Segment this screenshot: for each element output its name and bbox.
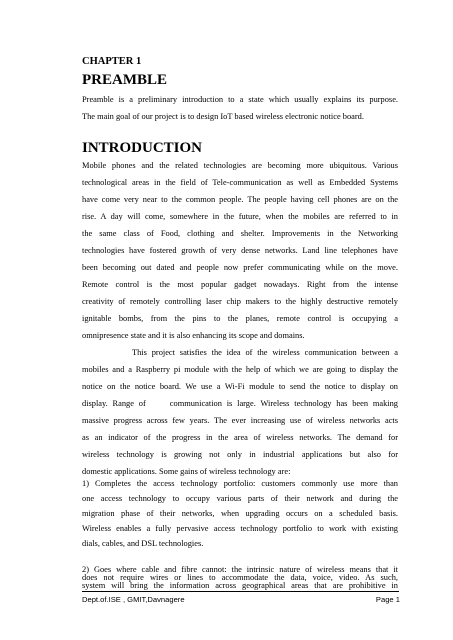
introduction-line: ignitable bombs, from the pins to the planes, remote control is occupying a (82, 314, 398, 323)
introduction-line: mobiles and a Raspberry pi module with the help of which we are going to display the (82, 365, 398, 374)
introduction-line: omnipresence state and it is also enhancing its scope and domains. (82, 331, 305, 340)
introduction-line: notice on the notice board. We use a Wi-Fi module to send the notice to display on (82, 382, 398, 391)
introduction-line: wireless technology is growing not only in industrial applications but also for (82, 450, 398, 459)
introduction-line: 1) Completes the access technology portfolio: customers commonly use more than (82, 479, 398, 488)
introduction-line: This project satisfies the idea of the wireless communication between a (132, 348, 398, 357)
introduction-line: been becoming out dated and people now prefer communicating while on the move. (82, 263, 398, 272)
introduction-line: have come very near to the common people. The people having cell phones are on the (82, 195, 398, 204)
footer-page-number: Page 1 (375, 595, 400, 604)
introduction-line: dials, cables, and DSL technologies. (82, 539, 204, 548)
introduction-line: massive progress across few years. The ever increasing use of wireless networks acts (82, 416, 398, 425)
introduction-line: technological areas in the field of Tele-communication as well as Embedded Systems (82, 178, 398, 187)
chapter-label: CHAPTER 1 (82, 56, 142, 67)
introduction-line: creativity of remotely controlling laser chip makers to the highly destructive remotely (82, 297, 398, 306)
introduction-line: does not require wires or lines to accommodate the data, voice, video. As such, (82, 574, 398, 582)
introduction-heading: INTRODUCTION (82, 140, 203, 156)
footer-department: Dept.of.ISE , GMIT,Davnagere (82, 595, 185, 604)
preamble-heading: PREAMBLE (82, 72, 168, 88)
introduction-line: rise. A day will come, somewhere in the future, when the mobiles are referred to in (82, 212, 398, 221)
introduction-line: the same class of Food, clothing and shelter. Improvements in the Networking (82, 229, 398, 238)
introduction-line: domestic applications. Some gains of wireless technology are: (82, 467, 291, 476)
preamble-line: Preamble is a preliminary introduction to a state which usually explains its purpose. (82, 95, 398, 104)
introduction-line: Remote control is the most popular gadget nowadays. Right from the intense (82, 280, 398, 289)
introduction-line: as an indicator of the progress in the area of wireless networks. The demand for (82, 433, 398, 442)
introduction-line: Wireless enables a fully pervasive access technology portfolio to work with existing (82, 524, 398, 533)
introduction-line: 2) Goes where cable and fibre cannot: the intrinsic nature of wireless means that it (82, 566, 398, 574)
introduction-line: migration phase of their networks, when upgrading occurs on a scheduled basis. (82, 509, 398, 518)
introduction-line: technologies have fostered growth of very dense networks. Land line telephones have (82, 246, 398, 255)
introduction-line: Mobile phones and the related technologies are becoming more ubiquitous. Various (82, 161, 398, 170)
introduction-line: one access technology to occupy various parts of their network and during the (82, 494, 398, 503)
footer-divider (82, 591, 399, 592)
preamble-line: The main goal of our project is to design IoT based wireless electronic notice board. (82, 112, 364, 121)
introduction-line: display. Range of communication is large. Wireless technology has been making (82, 399, 398, 408)
introduction-line: system will bring the information across geographical areas that are prohibitive in (82, 582, 398, 590)
